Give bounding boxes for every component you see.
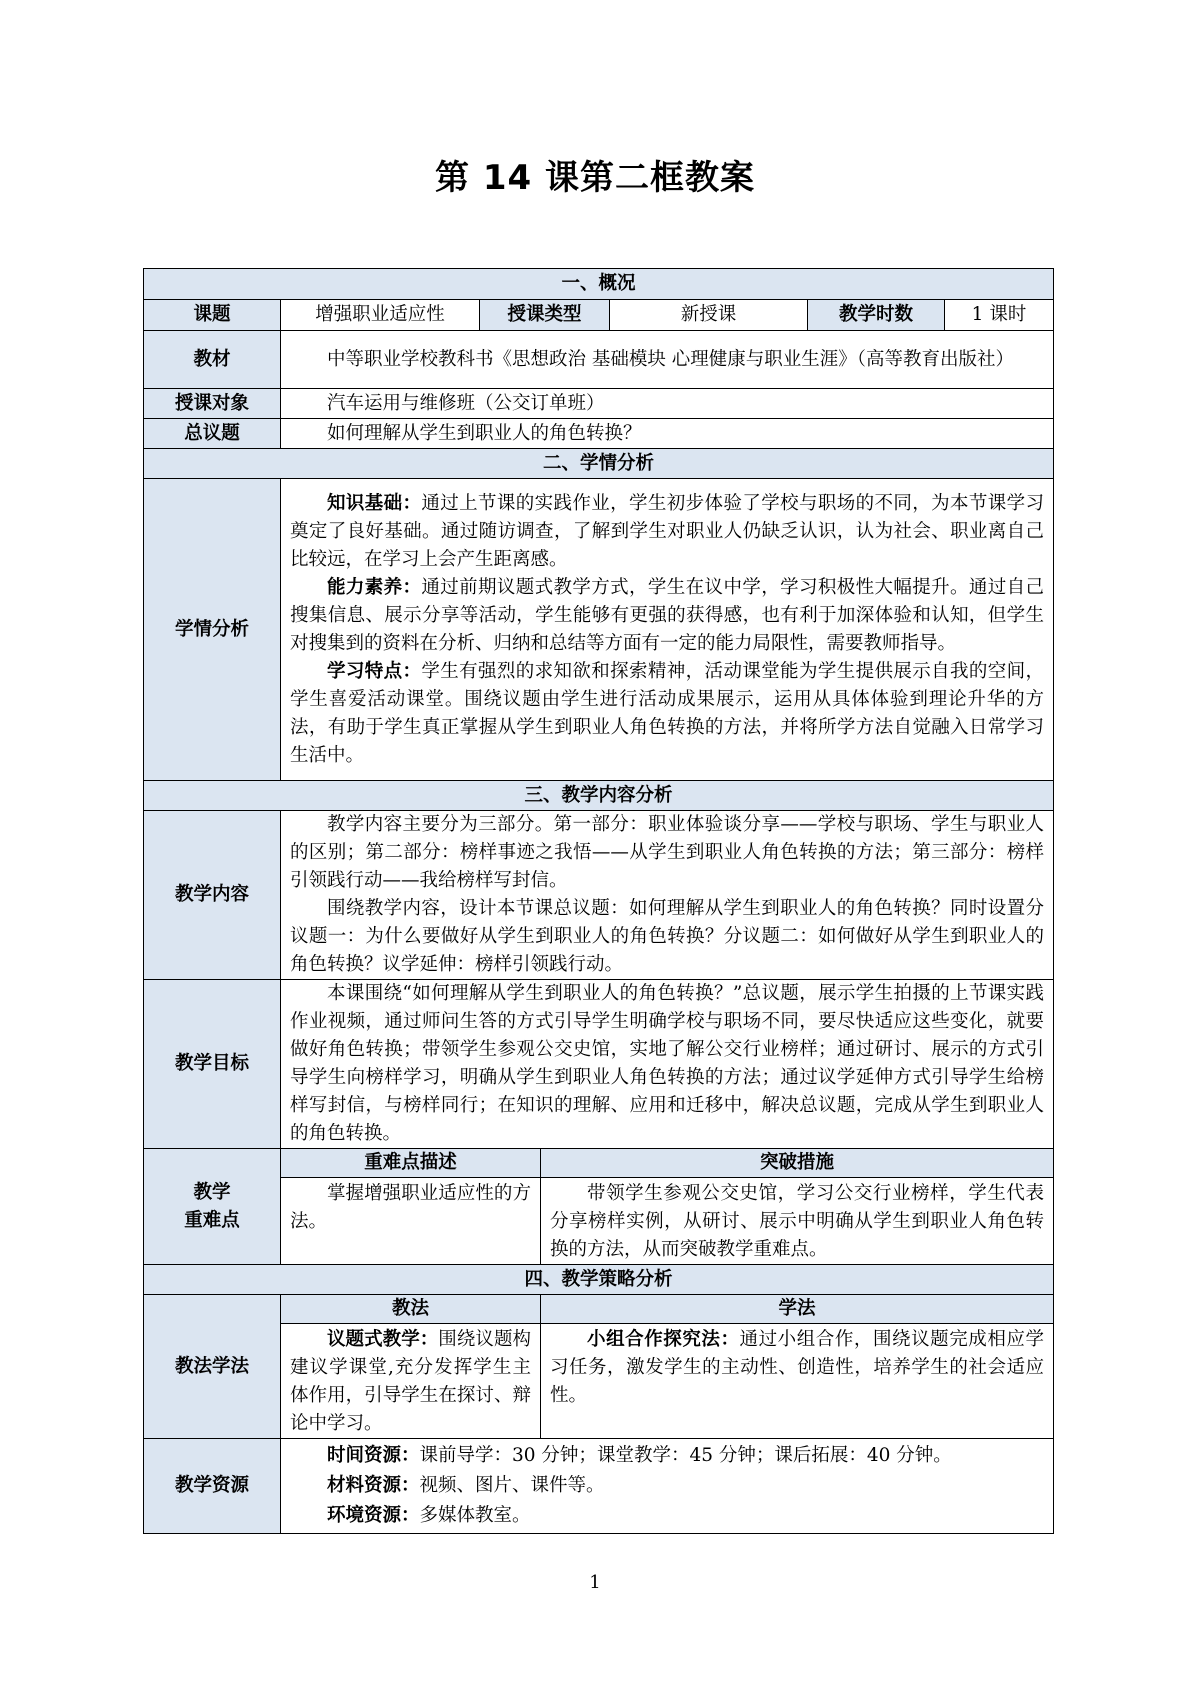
environment-resource: 环境资源：多媒体教室。 (327, 1505, 531, 1526)
topic-value: 增强职业适应性 (281, 300, 480, 331)
hours-value: 1 课时 (971, 304, 1027, 325)
student-analysis-label: 学情分析 (144, 479, 281, 781)
lesson-plan-table (143, 268, 1054, 1534)
hours-label: 教学时数 (808, 300, 945, 330)
learn-method-header: 学法 (541, 1295, 1054, 1324)
page-title: 第 14 课第二框教案 (435, 158, 755, 198)
textbook-value: 中等职业学校教科书《思想政治 基础模块 心理健康与职业生涯》（高等教育出版社） (327, 348, 1015, 370)
knowledge-basis-paragraph: 知识基础：通过上节课的实践作业，学生初步体验了学校与职场的不同，为本节课学习奠定了良好基础。通过随访调查，了解到学生对职业人仍缺乏认识，认为社会、职业离自己比较远，在学习上会产生距离感。 (290, 492, 1045, 570)
goal-label: 教学目标 (144, 980, 281, 1149)
key-measure-header: 突破措施 (541, 1149, 1054, 1178)
section-header-overview: 一、概况 (144, 269, 1054, 300)
key-desc-header: 重难点描述 (281, 1149, 541, 1178)
content-paragraph-1: 教学内容主要分为三部分。第一部分：职业体验谈分享——学校与职场、学生与职业人的区别；第二部分：榜样事迹之我悟——从学生到职业人角色转换的方法；第三部分：榜样引领践行动——我给榜样写封信。 (290, 814, 1045, 891)
learning-traits-key: 学习特点： (327, 660, 422, 682)
audience-value: 汽车运用与维修班（公交订单班） (327, 392, 605, 414)
content-label: 教学内容 (144, 811, 281, 980)
knowledge-basis-key: 知识基础： (327, 492, 422, 514)
content-paragraph-2: 围绕教学内容，设计本节课总议题：如何理解从学生到职业人的角色转换？同时设置分议题一：为什么要做好从学生到职业人的角色转换？分议题二：如何做好从学生到职业人的角色转换？议学延伸：榜样引领践行动。 (290, 898, 1045, 975)
audience-label: 授课对象 (144, 389, 281, 419)
textbook-label: 教材 (144, 331, 281, 389)
type-label: 授课类型 (480, 300, 610, 331)
learning-traits-paragraph: 学习特点：学生有强烈的求知欲和探索精神，活动课堂能为学生提供展示自我的空间，学生喜爱活动课堂。围绕议题由学生进行活动成果展示，运用从具体体验到理论升华的方法，有助于学生真正掌握从学生到职业人角色转换的方法，并将所学方法自觉融入日常学习生活中。 (290, 660, 1045, 766)
ability-key: 能力素养： (327, 576, 422, 598)
issue-label: 总议题 (144, 419, 281, 449)
type-value: 新授课 (610, 300, 808, 331)
material-resource: 材料资源：视频、图片、课件等。 (327, 1475, 605, 1496)
time-resource: 时间资源：课前导学：30 分钟；课堂教学：45 分钟；课后拓展：40 分钟。 (327, 1445, 952, 1466)
ability-paragraph: 能力素养：通过前期议题式教学方式，学生在议中学，学习积极性大幅提升。通过自己搜集信息、展示分享等活动，学生能够有更强的获得感，也有利于加深体验和认知，但学生对搜集到的资料在分析、归纳和总结等方面有一定的能力局限性，需要教师指导。 (290, 576, 1045, 654)
section-header-student-analysis: 二、学情分析 (144, 449, 1054, 479)
issue-value: 如何理解从学生到职业人的角色转换？ (327, 422, 642, 444)
section-header-content-analysis: 三、教学内容分析 (144, 781, 1054, 811)
key-measure-value: 带领学生参观公交史馆，学习公交行业榜样，学生代表分享榜样实例，从研讨、展示中明确从学生到职业人角色转换的方法，从而突破教学重难点。 (550, 1183, 1045, 1260)
learn-method-value: 小组合作探究法：通过小组合作，围绕议题完成相应学习任务，激发学生的主动性、创造性，培养学生的社会适应性。 (550, 1329, 1045, 1406)
teach-method-header: 教法 (281, 1295, 541, 1324)
section-header-strategy: 四、教学策略分析 (144, 1265, 1054, 1295)
goal-paragraph: 本课围绕“如何理解从学生到职业人的角色转换？”总议题，展示学生拍摄的上节课实践作业视频，通过师问生答的方式引导学生明确学校与职场不同，要尽快适应这些变化，就要做好角色转换；带领学生参观公交史馆，实地了解公交行业榜样；通过研讨、展示的方式引导学生向榜样学习，明确从学生到职业人角色转换的方法；通过议学延伸方式引导学生给榜样写封信，与榜样同行；在知识的理解、应用和迁移中，解决总议题，完成从学生到职业人的角色转换。 (290, 983, 1045, 1144)
method-label: 教法学法 (144, 1295, 281, 1439)
key-desc-value: 掌握增强职业适应性的方法。 (290, 1183, 531, 1232)
teach-method-value: 议题式教学：围绕议题构建议学课堂,充分发挥学生主体作用，引导学生在探讨、辩论中学习。 (290, 1329, 531, 1434)
key-points-label: 教学 重难点 (144, 1149, 281, 1265)
topic-label: 课题 (144, 300, 281, 331)
page-number: 1 (589, 1572, 601, 1593)
resources-label: 教学资源 (144, 1439, 281, 1534)
